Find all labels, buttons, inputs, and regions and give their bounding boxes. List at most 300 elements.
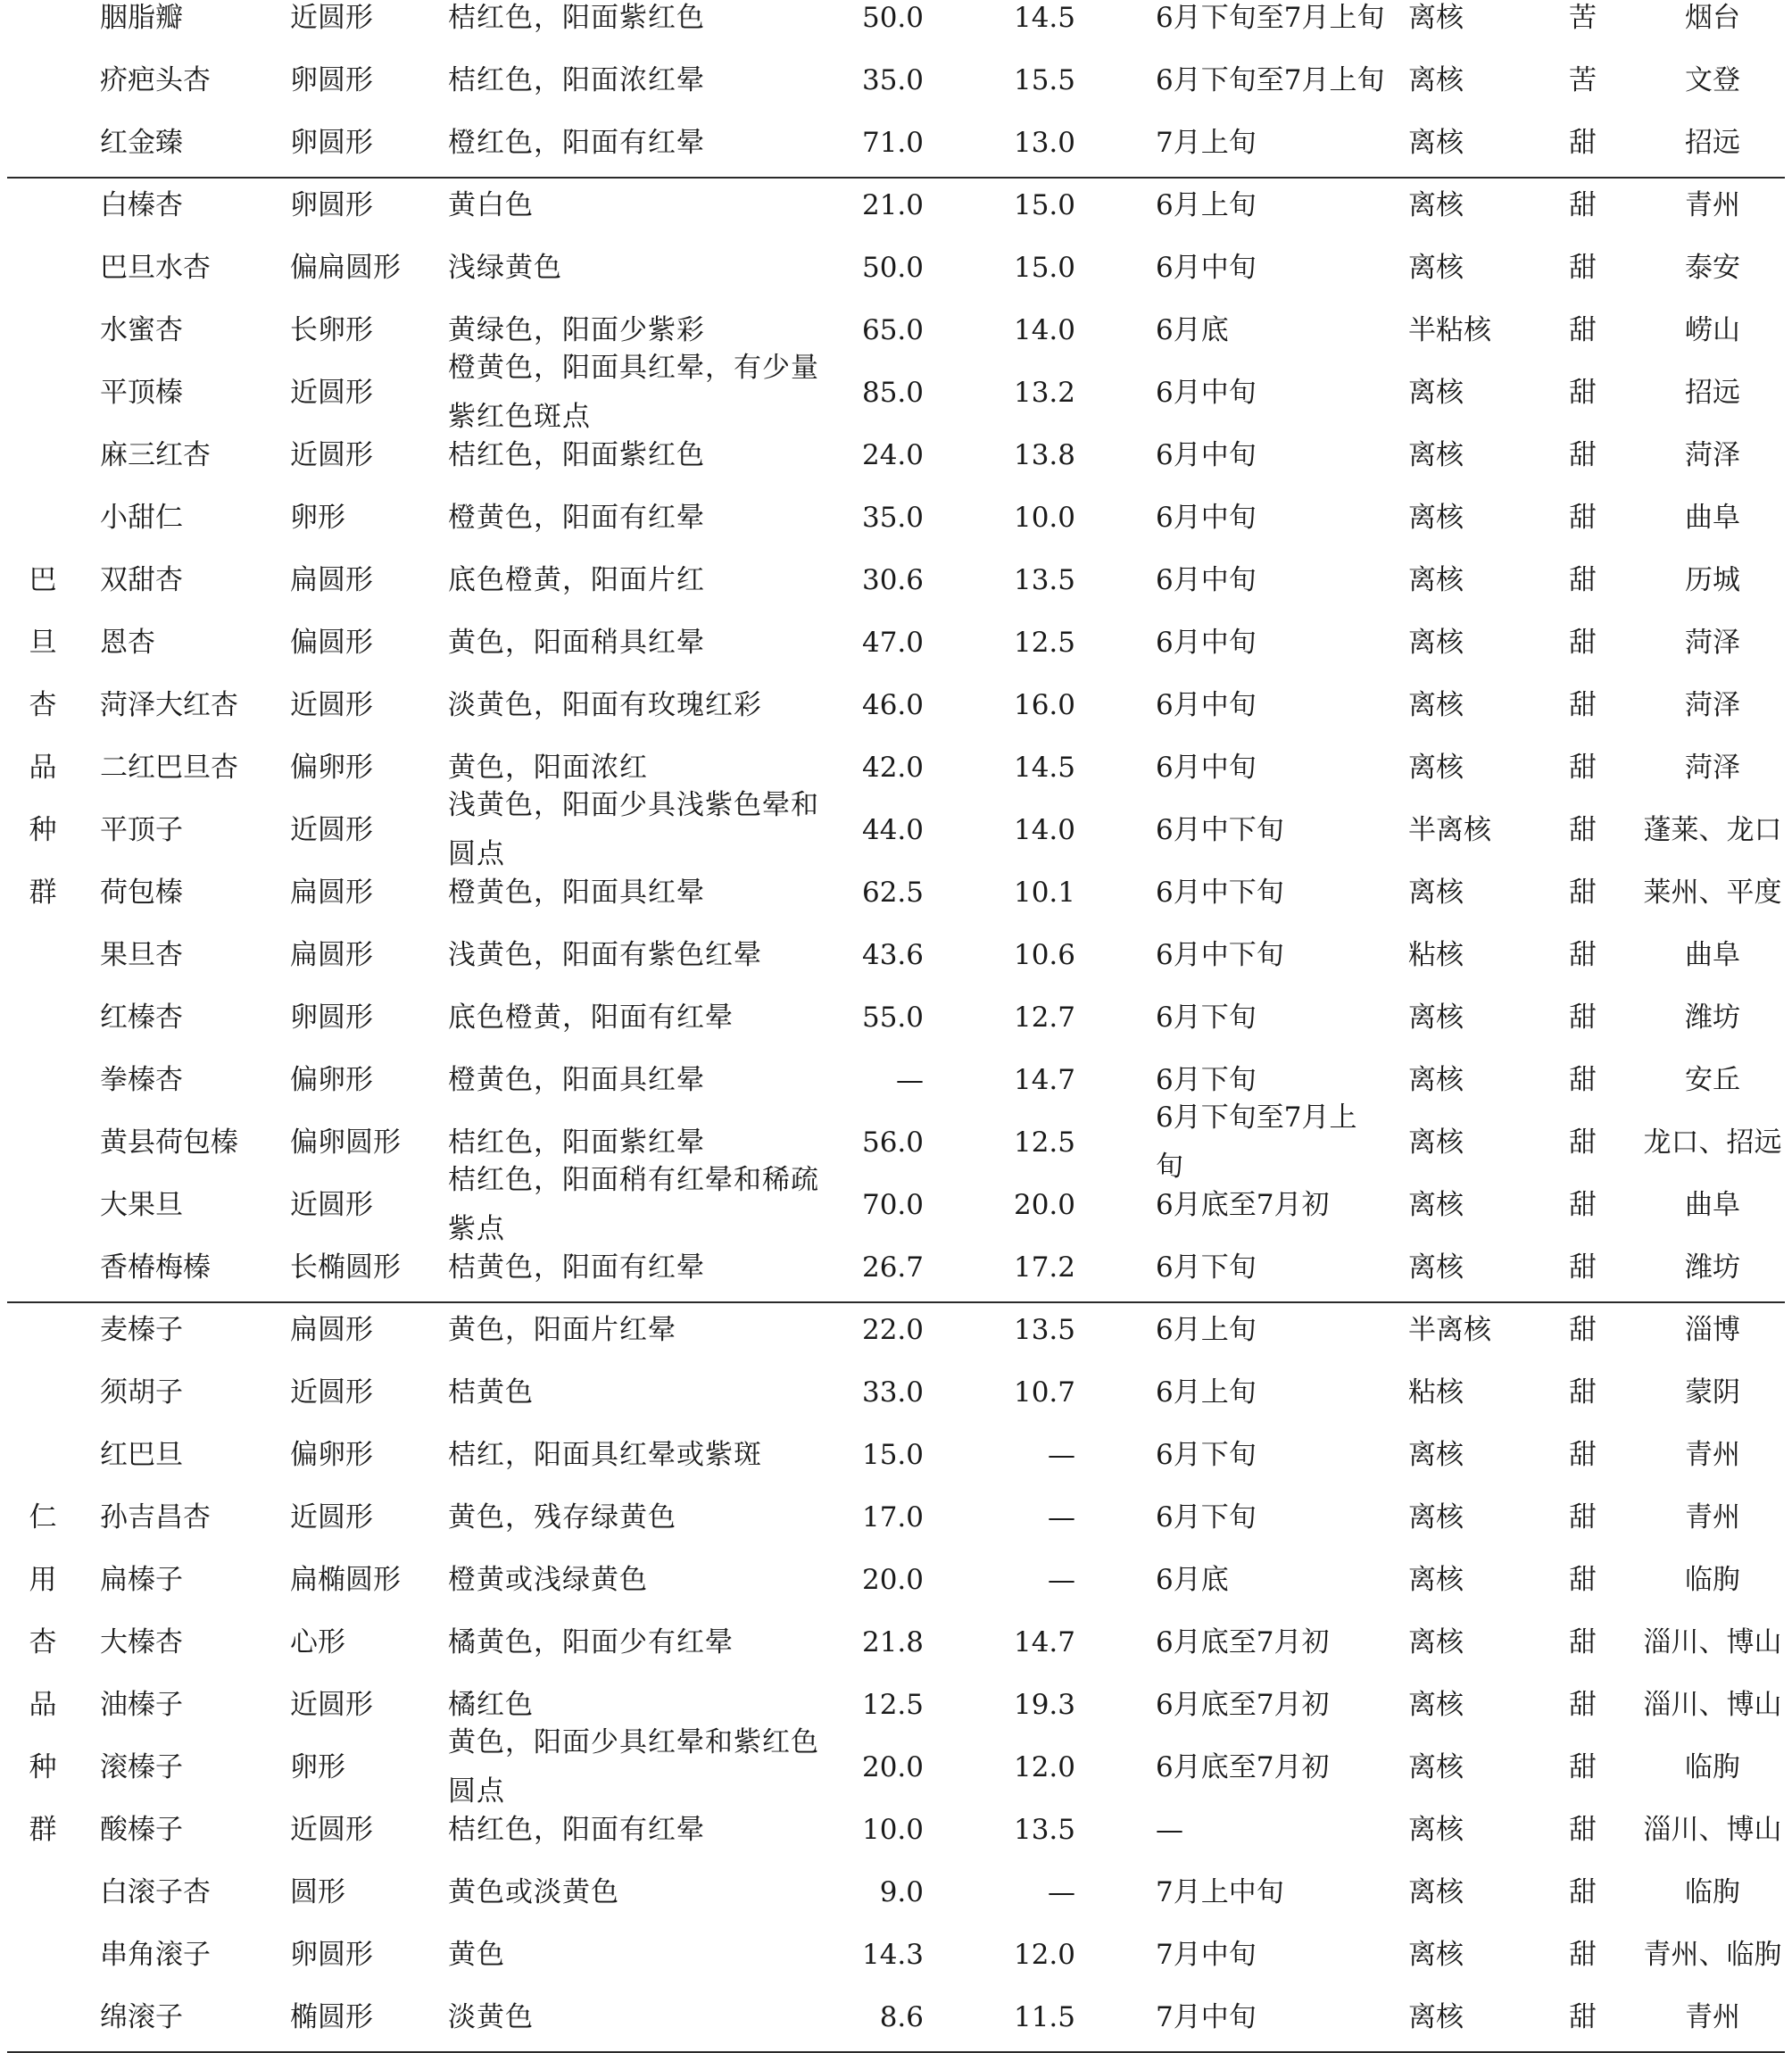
stone-type: 离核	[1408, 63, 1464, 96]
stone-type: 离核	[1408, 1188, 1464, 1221]
ripening-period: 6月上旬	[1156, 1313, 1257, 1346]
ripening-period: 6月中旬	[1156, 688, 1257, 721]
stone-type: 离核	[1408, 1938, 1464, 1971]
kernel-taste: 甜	[1569, 563, 1597, 596]
table-row	[0, 174, 1792, 237]
fruit-shape: 长椭圆形	[290, 1251, 401, 1284]
sugar-content: 12.0	[1013, 1750, 1075, 1783]
stone-type: 离核	[1408, 626, 1464, 659]
fruit-shape: 扁圆形	[290, 938, 373, 971]
table-row	[0, 861, 1792, 924]
origin-location: 菏泽	[1685, 438, 1740, 471]
origin-location: 潍坊	[1685, 1001, 1740, 1034]
sugar-content: 16.0	[1013, 688, 1075, 721]
fruit-weight: 24.0	[861, 438, 924, 471]
fruit-color: 底色橙黄，阳面有红晕	[448, 1001, 734, 1034]
fruit-color: 底色橙黄，阳面片红	[448, 563, 705, 596]
ripening-period: 6月下旬	[1156, 1438, 1257, 1471]
table-row	[0, 237, 1792, 299]
table-row	[0, 1486, 1792, 1549]
kernel-taste: 甜	[1569, 1625, 1597, 1658]
ripening-period: 6月底至7月初	[1156, 1750, 1330, 1783]
origin-location: 青州	[1685, 1438, 1740, 1471]
sugar-content: —	[1048, 1500, 1075, 1534]
kernel-taste: 甜	[1569, 1313, 1597, 1346]
fruit-color: 桔红色，阳面稍有红晕和稀疏紫点	[448, 1164, 819, 1245]
fruit-shape: 近圆形	[290, 688, 373, 721]
fruit-shape: 近圆形	[290, 1688, 373, 1721]
fruit-color: 橙红色，阳面有红晕	[448, 126, 705, 159]
variety-name: 酸榛子	[100, 1813, 183, 1846]
fruit-shape: 偏卵圆形	[290, 1126, 401, 1159]
sugar-content: 10.1	[1013, 876, 1075, 909]
fruit-weight: 44.0	[861, 813, 924, 846]
fruit-weight: 50.0	[861, 1, 924, 34]
stone-type: 离核	[1408, 563, 1464, 596]
fruit-color: 黄色，残存绿黄色	[448, 1500, 676, 1534]
ripening-period: 6月下旬至7月上旬	[1156, 1, 1385, 34]
fruit-weight: 21.8	[861, 1625, 924, 1658]
sugar-content: 13.0	[1013, 126, 1075, 159]
fruit-weight: 56.0	[861, 1126, 924, 1159]
sugar-content: 13.5	[1013, 1813, 1075, 1846]
fruit-color: 桔黄色，阳面有红晕	[448, 1251, 705, 1284]
fruit-shape: 近圆形	[290, 1500, 373, 1534]
fruit-weight: 43.6	[861, 938, 924, 971]
fruit-shape: 近圆形	[290, 1, 373, 34]
fruit-weight: 8.6	[879, 2000, 924, 2033]
kernel-taste: 甜	[1569, 1813, 1597, 1846]
origin-location: 崂山	[1685, 313, 1740, 346]
ripening-period: 6月下旬	[1156, 1251, 1257, 1284]
sugar-content: 19.3	[1013, 1688, 1075, 1721]
sugar-content: 20.0	[1013, 1188, 1075, 1221]
fruit-color: 橘黄色，阳面少有红晕	[448, 1625, 734, 1658]
stone-type: 粘核	[1408, 938, 1464, 971]
fruit-weight: 35.0	[861, 501, 924, 534]
sugar-content: 12.0	[1013, 1938, 1075, 1971]
fruit-shape: 偏卵形	[290, 751, 373, 784]
fruit-weight: 20.0	[861, 1750, 924, 1783]
kernel-taste: 甜	[1569, 251, 1597, 284]
stone-type: 离核	[1408, 688, 1464, 721]
fruit-shape: 心形	[290, 1625, 345, 1658]
fruit-weight: 71.0	[861, 126, 924, 159]
kernel-taste: 甜	[1569, 1063, 1597, 1096]
fruit-color: 黄色，阳面少具红晕和紫红色圆点	[448, 1726, 819, 1808]
kernel-taste: 苦	[1569, 63, 1597, 96]
sugar-content: 13.5	[1013, 1313, 1075, 1346]
variety-name: 孙吉昌杏	[100, 1500, 211, 1534]
sugar-content: 15.0	[1013, 251, 1075, 284]
kernel-taste: 甜	[1569, 438, 1597, 471]
sugar-content: 14.7	[1013, 1625, 1075, 1658]
origin-location: 莱州、平度	[1643, 876, 1782, 909]
stone-type: 离核	[1408, 1563, 1464, 1596]
fruit-weight: 33.0	[861, 1376, 924, 1409]
variety-name: 平顶榛	[100, 376, 183, 409]
fruit-color: 桔黄色	[448, 1376, 534, 1409]
table-row	[0, 1236, 1792, 1299]
fruit-color: 桔红色，阳面紫红色	[448, 1, 705, 34]
fruit-weight: 9.0	[879, 1875, 924, 1908]
variety-name: 小甜仁	[100, 501, 183, 534]
ripening-period: 6月中下旬	[1156, 876, 1284, 909]
variety-name: 荷包榛	[100, 876, 183, 909]
table-row	[0, 674, 1792, 736]
stone-type: 离核	[1408, 1001, 1464, 1034]
fruit-shape: 偏圆形	[290, 626, 373, 659]
fruit-shape: 扁圆形	[290, 1313, 373, 1346]
ripening-period: 6月底至7月初	[1156, 1688, 1330, 1721]
origin-location: 潍坊	[1685, 1251, 1740, 1284]
stone-type: 粘核	[1408, 1376, 1464, 1409]
fruit-shape: 近圆形	[290, 1188, 373, 1221]
variety-name: 白滚子杏	[100, 1875, 211, 1908]
fruit-weight: 62.5	[861, 876, 924, 909]
variety-name: 水蜜杏	[100, 313, 183, 346]
table-row	[0, 1611, 1792, 1674]
ripening-period: 6月中旬	[1156, 251, 1257, 284]
origin-location: 蓬莱、龙口	[1643, 813, 1782, 846]
ripening-period: 6月下旬至7月上旬	[1156, 1101, 1357, 1183]
ripening-period: 6月中下旬	[1156, 938, 1284, 971]
sugar-content: 10.0	[1013, 501, 1075, 534]
kernel-taste: 甜	[1569, 2000, 1597, 2033]
fruit-shape: 偏卵形	[290, 1063, 373, 1096]
origin-location: 曲阜	[1685, 501, 1740, 534]
sugar-content: 13.2	[1013, 376, 1075, 409]
fruit-weight: 15.0	[861, 1438, 924, 1471]
fruit-weight: 14.3	[861, 1938, 924, 1971]
origin-location: 菏泽	[1685, 626, 1740, 659]
variety-name: 菏泽大红杏	[100, 688, 238, 721]
ripening-period: 6月下旬	[1156, 1001, 1257, 1034]
fruit-color: 黄色，阳面浓红	[448, 751, 648, 784]
kernel-taste: 甜	[1569, 376, 1597, 409]
stone-type: 离核	[1408, 1688, 1464, 1721]
kernel-taste: 甜	[1569, 313, 1597, 346]
stone-type: 离核	[1408, 876, 1464, 909]
variety-name: 须胡子	[100, 1376, 183, 1409]
table-row	[0, 789, 1792, 870]
stone-type: 离核	[1408, 438, 1464, 471]
sugar-content: 12.5	[1013, 1126, 1075, 1159]
origin-location: 青州	[1685, 1500, 1740, 1534]
origin-location: 安丘	[1685, 1063, 1740, 1096]
fruit-shape: 近圆形	[290, 1376, 373, 1409]
fruit-weight: 42.0	[861, 751, 924, 784]
fruit-color: 桔红色，阳面有红晕	[448, 1813, 705, 1846]
fruit-weight: 50.0	[861, 251, 924, 284]
ripening-period: 6月下旬至7月上旬	[1156, 63, 1385, 96]
stone-type: 离核	[1408, 501, 1464, 534]
table-row	[0, 1726, 1792, 1808]
kernel-taste: 甜	[1569, 1376, 1597, 1409]
fruit-color: 黄白色	[448, 188, 534, 221]
fruit-color: 桔红，阳面具红晕或紫斑	[448, 1438, 762, 1471]
ripening-period: 7月中旬	[1156, 2000, 1257, 2033]
variety-name: 红金臻	[100, 126, 183, 159]
stone-type: 离核	[1408, 2000, 1464, 2033]
kernel-taste: 甜	[1569, 1688, 1597, 1721]
origin-location: 青州、临朐	[1643, 1938, 1782, 1971]
variety-name: 果旦杏	[100, 938, 183, 971]
origin-location: 临朐	[1685, 1875, 1740, 1908]
origin-location: 青州	[1685, 188, 1740, 221]
fruit-shape: 扁圆形	[290, 876, 373, 909]
fruit-weight: —	[896, 1063, 924, 1096]
fruit-shape: 近圆形	[290, 1813, 373, 1846]
fruit-weight: 46.0	[861, 688, 924, 721]
sugar-content: 14.0	[1013, 313, 1075, 346]
stone-type: 离核	[1408, 1126, 1464, 1159]
stone-type: 离核	[1408, 751, 1464, 784]
fruit-shape: 扁椭圆形	[290, 1563, 401, 1596]
fruit-shape: 偏扁圆形	[290, 251, 401, 284]
origin-location: 招远	[1685, 376, 1740, 409]
stone-type: 离核	[1408, 1625, 1464, 1658]
fruit-color: 黄色	[448, 1938, 505, 1971]
stone-type: 离核	[1408, 1063, 1464, 1096]
variety-name: 绵滚子	[100, 2000, 183, 2033]
variety-name: 白榛杏	[100, 188, 183, 221]
sugar-content: 10.7	[1013, 1376, 1075, 1409]
fruit-shape: 卵圆形	[290, 188, 373, 221]
fruit-color: 淡黄色	[448, 2000, 534, 2033]
variety-name: 疥疤头杏	[100, 63, 211, 96]
stone-type: 半离核	[1408, 1313, 1491, 1346]
table-row	[0, 1361, 1792, 1424]
origin-location: 文登	[1685, 63, 1740, 96]
table-row	[0, 1424, 1792, 1486]
table-row	[0, 1799, 1792, 1861]
fruit-shape: 偏卵形	[290, 1438, 373, 1471]
fruit-color: 橙黄或浅绿黄色	[448, 1563, 648, 1596]
ripening-period: 6月下旬	[1156, 1500, 1257, 1534]
kernel-taste: 苦	[1569, 1, 1597, 34]
table-row	[0, 49, 1792, 112]
fruit-weight: 12.5	[861, 1688, 924, 1721]
table-row	[0, 1861, 1792, 1924]
variety-name: 二红巴旦杏	[100, 751, 238, 784]
fruit-shape: 卵圆形	[290, 63, 373, 96]
table-row	[0, 1674, 1792, 1736]
origin-location: 蒙阴	[1685, 1376, 1740, 1409]
variety-name: 黄县荷包榛	[100, 1126, 238, 1159]
variety-name: 扁榛子	[100, 1563, 183, 1596]
fruit-color: 桔红色，阳面浓红晕	[448, 63, 705, 96]
origin-location: 曲阜	[1685, 1188, 1740, 1221]
fruit-shape: 卵圆形	[290, 126, 373, 159]
table-row	[0, 986, 1792, 1049]
stone-type: 离核	[1408, 251, 1464, 284]
fruit-color: 浅黄色，阳面有紫色红晕	[448, 938, 762, 971]
fruit-shape: 椭圆形	[290, 2000, 373, 2033]
origin-location: 菏泽	[1685, 688, 1740, 721]
variety-name: 拳榛杏	[100, 1063, 183, 1096]
table-row	[0, 352, 1792, 433]
fruit-weight: 10.0	[861, 1813, 924, 1846]
fruit-color: 黄色或淡黄色	[448, 1875, 619, 1908]
origin-location: 临朐	[1685, 1750, 1740, 1783]
fruit-shape: 扁圆形	[290, 563, 373, 596]
origin-location: 泰安	[1685, 251, 1740, 284]
fruit-shape: 长卵形	[290, 313, 373, 346]
origin-location: 招远	[1685, 126, 1740, 159]
ripening-period: 6月底	[1156, 1563, 1229, 1596]
stone-type: 离核	[1408, 126, 1464, 159]
kernel-taste: 甜	[1569, 1251, 1597, 1284]
sugar-content: 15.5	[1013, 63, 1075, 96]
table-row	[0, 299, 1792, 362]
fruit-shape: 近圆形	[290, 813, 373, 846]
ripening-period: 6月底至7月初	[1156, 1188, 1330, 1221]
stone-type: 离核	[1408, 1251, 1464, 1284]
sugar-content: —	[1048, 1438, 1075, 1471]
kernel-taste: 甜	[1569, 938, 1597, 971]
fruit-color: 橘红色	[448, 1688, 534, 1721]
fruit-color: 桔红色，阳面紫红晕	[448, 1126, 705, 1159]
ripening-period: 7月上旬	[1156, 126, 1257, 159]
origin-location: 龙口、招远	[1643, 1126, 1782, 1159]
ripening-period: 6月上旬	[1156, 188, 1257, 221]
table-row	[0, 112, 1792, 174]
fruit-weight: 85.0	[861, 376, 924, 409]
variety-name: 大榛杏	[100, 1625, 183, 1658]
sugar-content: 11.5	[1013, 2000, 1075, 2033]
ripening-period: 6月中旬	[1156, 563, 1257, 596]
fruit-color: 橙黄色，阳面具红晕	[448, 876, 705, 909]
kernel-taste: 甜	[1569, 626, 1597, 659]
variety-name: 红巴旦	[100, 1438, 183, 1471]
variety-name: 胭脂瓣	[100, 1, 183, 34]
table-row	[0, 424, 1792, 486]
sugar-content: 13.8	[1013, 438, 1075, 471]
ripening-period: 6月上旬	[1156, 1376, 1257, 1409]
kernel-taste: 甜	[1569, 751, 1597, 784]
group-label: 仁用杏品种群	[29, 1501, 57, 1846]
kernel-taste: 甜	[1569, 188, 1597, 221]
fruit-shape: 卵圆形	[290, 1938, 373, 1971]
fruit-color: 黄色，阳面片红晕	[448, 1313, 676, 1346]
group-label: 巴旦杏品种群	[29, 564, 57, 909]
fruit-weight: 65.0	[861, 313, 924, 346]
origin-location: 烟台	[1685, 1, 1740, 34]
sugar-content: 14.5	[1013, 1, 1075, 34]
sugar-content: —	[1048, 1875, 1075, 1908]
fruit-color: 黄色，阳面稍具红晕	[448, 626, 705, 659]
variety-name: 红榛杏	[100, 1001, 183, 1034]
origin-location: 淄博	[1685, 1313, 1740, 1346]
variety-name: 恩杏	[100, 626, 155, 659]
fruit-weight: 17.0	[861, 1500, 924, 1534]
table-row	[0, 1549, 1792, 1611]
ripening-period: 6月中下旬	[1156, 813, 1284, 846]
kernel-taste: 甜	[1569, 1563, 1597, 1596]
origin-location: 淄川、博山	[1643, 1688, 1782, 1721]
fruit-shape: 卵形	[290, 1750, 345, 1783]
stone-type: 离核	[1408, 1, 1464, 34]
fruit-shape: 近圆形	[290, 376, 373, 409]
kernel-taste: 甜	[1569, 688, 1597, 721]
fruit-color: 黄绿色，阳面少紫彩	[448, 313, 705, 346]
fruit-weight: 22.0	[861, 1313, 924, 1346]
variety-name: 香椿梅榛	[100, 1251, 211, 1284]
origin-location: 青州	[1685, 2000, 1740, 2033]
fruit-weight: 20.0	[861, 1563, 924, 1596]
fruit-weight: 70.0	[861, 1188, 924, 1221]
ripening-period: 6月中旬	[1156, 501, 1257, 534]
sugar-content: 13.5	[1013, 563, 1075, 596]
table-row	[0, 1164, 1792, 1245]
kernel-taste: 甜	[1569, 1001, 1597, 1034]
sugar-content: —	[1048, 1563, 1075, 1596]
stone-type: 离核	[1408, 1875, 1464, 1908]
origin-location: 淄川、博山	[1643, 1813, 1782, 1846]
fruit-weight: 55.0	[861, 1001, 924, 1034]
variety-name: 大果旦	[100, 1188, 183, 1221]
kernel-taste: 甜	[1569, 501, 1597, 534]
sugar-content: 17.2	[1013, 1251, 1075, 1284]
kernel-taste: 甜	[1569, 1875, 1597, 1908]
stone-type: 离核	[1408, 376, 1464, 409]
table-row	[0, 486, 1792, 549]
kernel-taste: 甜	[1569, 1438, 1597, 1471]
kernel-taste: 甜	[1569, 1126, 1597, 1159]
ripening-period: 7月上中旬	[1156, 1875, 1284, 1908]
variety-name: 油榛子	[100, 1688, 183, 1721]
table-row	[0, 0, 1792, 49]
sugar-content: 14.5	[1013, 751, 1075, 784]
table-row	[0, 1049, 1792, 1111]
fruit-weight: 30.6	[861, 563, 924, 596]
variety-name: 平顶子	[100, 813, 183, 846]
origin-location: 临朐	[1685, 1563, 1740, 1596]
stone-type: 离核	[1408, 1750, 1464, 1783]
ripening-period: 6月下旬	[1156, 1063, 1257, 1096]
fruit-color: 橙黄色，阳面有红晕	[448, 501, 705, 534]
kernel-taste: 甜	[1569, 813, 1597, 846]
table-row	[0, 1986, 1792, 2049]
fruit-shape: 近圆形	[290, 438, 373, 471]
sugar-content: 10.6	[1013, 938, 1075, 971]
kernel-taste: 甜	[1569, 1500, 1597, 1534]
origin-location: 淄川、博山	[1643, 1625, 1782, 1658]
ripening-period: 6月中旬	[1156, 438, 1257, 471]
ripening-period: —	[1156, 1813, 1183, 1846]
kernel-taste: 甜	[1569, 1938, 1597, 1971]
ripening-period: 6月底至7月初	[1156, 1625, 1330, 1658]
fruit-shape: 圆形	[290, 1875, 345, 1908]
fruit-color: 橙黄色，阳面具红晕，有少量紫红色斑点	[448, 352, 819, 433]
fruit-color: 淡黄色，阳面有玫瑰红彩	[448, 688, 762, 721]
table-row	[0, 1299, 1792, 1361]
sugar-content: 14.0	[1013, 813, 1075, 846]
fruit-color: 浅黄色，阳面少具浅紫色晕和圆点	[448, 789, 819, 870]
kernel-taste: 甜	[1569, 126, 1597, 159]
fruit-shape: 卵圆形	[290, 1001, 373, 1034]
stone-type: 半离核	[1408, 813, 1491, 846]
fruit-color: 橙黄色，阳面具红晕	[448, 1063, 705, 1096]
table-row	[0, 924, 1792, 986]
variety-name: 串角滚子	[100, 1938, 211, 1971]
origin-location: 历城	[1685, 563, 1740, 596]
kernel-taste: 甜	[1569, 876, 1597, 909]
variety-name: 滚榛子	[100, 1750, 183, 1783]
variety-name: 麻三红杏	[100, 438, 211, 471]
table-row	[0, 611, 1792, 674]
